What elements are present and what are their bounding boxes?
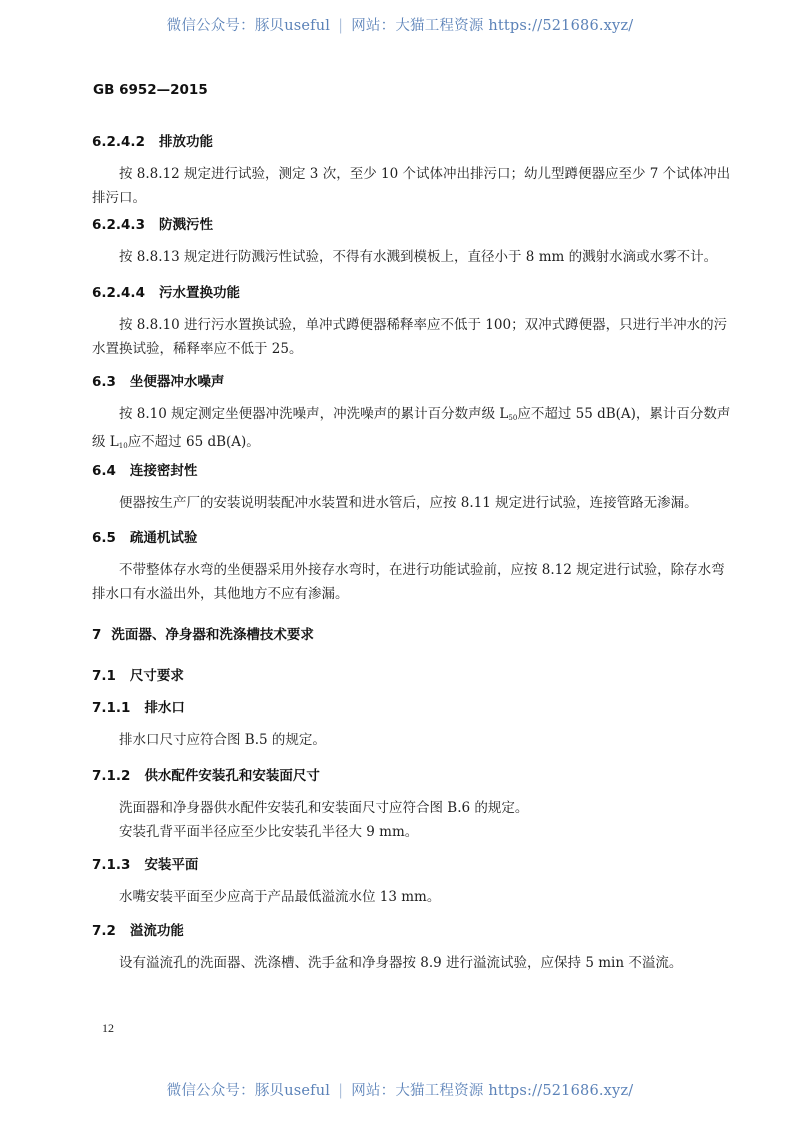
watermark-divider: | xyxy=(338,1083,344,1099)
paragraph: 不带整体存水弯的坐便器采用外接存水弯时，在进行功能试验前，应按 8.12 规定进行试验，除存水弯排水口有水溢出外，其他地方不应有渗漏。 xyxy=(92,562,725,602)
section-title: 排放功能 xyxy=(158,134,213,150)
text-run: 应不超过 55 dB(A)，累计百分数声级 L xyxy=(92,406,731,450)
paragraph: 排水口尺寸应符合图 B.5 的规定。 xyxy=(119,732,326,748)
subscript: 10 xyxy=(118,442,128,450)
section-heading xyxy=(92,764,732,784)
watermark-bottom xyxy=(0,1079,800,1100)
section-number: 7.2 xyxy=(92,923,116,939)
section-7 xyxy=(92,623,732,643)
paragraph: 洗面器和净身器供水配件安装孔和安装面尺寸应符合图 B.6 的规定。 xyxy=(119,800,529,816)
section-heading xyxy=(92,853,732,873)
section-heading xyxy=(92,213,732,233)
watermark-wechat: 微信公众号：豚贝useful xyxy=(166,18,331,34)
section-title: 安装平面 xyxy=(144,857,199,873)
section-7-2 xyxy=(92,919,732,975)
section-6-2-4-2 xyxy=(92,130,732,210)
section-heading xyxy=(92,526,732,546)
paragraph: 便器按生产厂的安装说明装配冲水装置和进水管后，应按 8.11 规定进行试验，连接管路无渗漏。 xyxy=(119,495,698,511)
text-run: 应不超过 65 dB(A)。 xyxy=(127,434,260,450)
section-heading xyxy=(92,664,732,684)
section-number: 6.5 xyxy=(92,530,116,546)
section-7-1-1 xyxy=(92,696,732,752)
section-6-2-4-4 xyxy=(92,281,732,361)
section-7-1-3 xyxy=(92,853,732,909)
section-title: 排水口 xyxy=(144,700,185,716)
section-title: 尺寸要求 xyxy=(129,668,184,684)
section-heading xyxy=(92,459,732,479)
section-number: 7 xyxy=(92,627,102,643)
paragraph: 设有溢流孔的洗面器、洗涤槽、洗手盆和净身器按 8.9 进行溢流试验，应保持 5 min 不溢流。 xyxy=(119,955,683,971)
section-title: 连接密封性 xyxy=(129,463,198,479)
section-number: 7.1.3 xyxy=(92,857,131,873)
watermark-divider: | xyxy=(338,18,344,34)
section-number: 6.2.4.4 xyxy=(92,285,145,301)
paragraph: 按 8.8.12 规定进行试验，测定 3 次，至少 10 个试体冲出排污口；幼儿型蹲便器应至少 7 个试体冲出排污口。 xyxy=(92,166,731,206)
section-title: 防溅污性 xyxy=(158,217,213,233)
subscript: 50 xyxy=(508,414,518,422)
section-title: 疏通机试验 xyxy=(129,530,198,546)
section-title: 污水置换功能 xyxy=(158,285,240,301)
section-6-4 xyxy=(92,459,732,515)
page-number: 12 xyxy=(102,1021,114,1035)
section-number: 7.1 xyxy=(92,668,116,684)
section-heading xyxy=(92,370,732,390)
section-number: 6.4 xyxy=(92,463,116,479)
section-title: 供水配件安装孔和安装面尺寸 xyxy=(144,768,320,784)
standard-number: GB 6952—2015 xyxy=(93,82,208,98)
section-title: 坐便器冲水噪声 xyxy=(129,374,225,390)
paragraph xyxy=(92,402,732,458)
text-run: 按 8.10 规定测定坐便器冲洗噪声，冲洗噪声的累计百分数声级 L xyxy=(119,406,509,422)
paragraph: 水嘴安装平面至少应高于产品最低溢流水位 13 mm。 xyxy=(119,889,441,905)
paragraph: 按 8.8.13 规定进行防溅污性试验，不得有水溅到模板上，直径小于 8 mm 的溅射水滴或水雾不计。 xyxy=(119,249,718,265)
section-7-1 xyxy=(92,664,732,684)
section-number: 6.3 xyxy=(92,374,116,390)
section-number: 7.1.2 xyxy=(92,768,131,784)
paragraph: 安装孔背平面半径应至少比安装孔半径大 9 mm。 xyxy=(119,824,419,840)
section-number: 6.2.4.3 xyxy=(92,217,145,233)
section-title: 溢流功能 xyxy=(129,923,184,939)
paragraph: 按 8.8.10 进行污水置换试验，单冲式蹲便器稀释率应不低于 100；双冲式蹲便器，只进行半冲水的污水置换试验，稀释率应不低于 25。 xyxy=(92,317,728,357)
watermark-website: 网站：大猫工程资源 https://521686.xyz/ xyxy=(351,18,634,34)
section-heading xyxy=(92,130,732,150)
section-6-2-4-3 xyxy=(92,213,732,269)
section-number: 6.2.4.2 xyxy=(92,134,145,150)
section-number: 7.1.1 xyxy=(92,700,131,716)
watermark-top xyxy=(0,14,800,35)
chapter-heading xyxy=(92,623,732,643)
watermark-wechat: 微信公众号：豚贝useful xyxy=(166,1083,331,1099)
section-heading xyxy=(92,919,732,939)
section-heading xyxy=(92,281,732,301)
section-6-3 xyxy=(92,370,732,458)
watermark-website: 网站：大猫工程资源 https://521686.xyz/ xyxy=(351,1083,634,1099)
section-title: 洗面器、净身器和洗涤槽技术要求 xyxy=(111,627,314,643)
section-7-1-2 xyxy=(92,764,732,844)
section-heading xyxy=(92,696,732,716)
section-6-5 xyxy=(92,526,732,606)
